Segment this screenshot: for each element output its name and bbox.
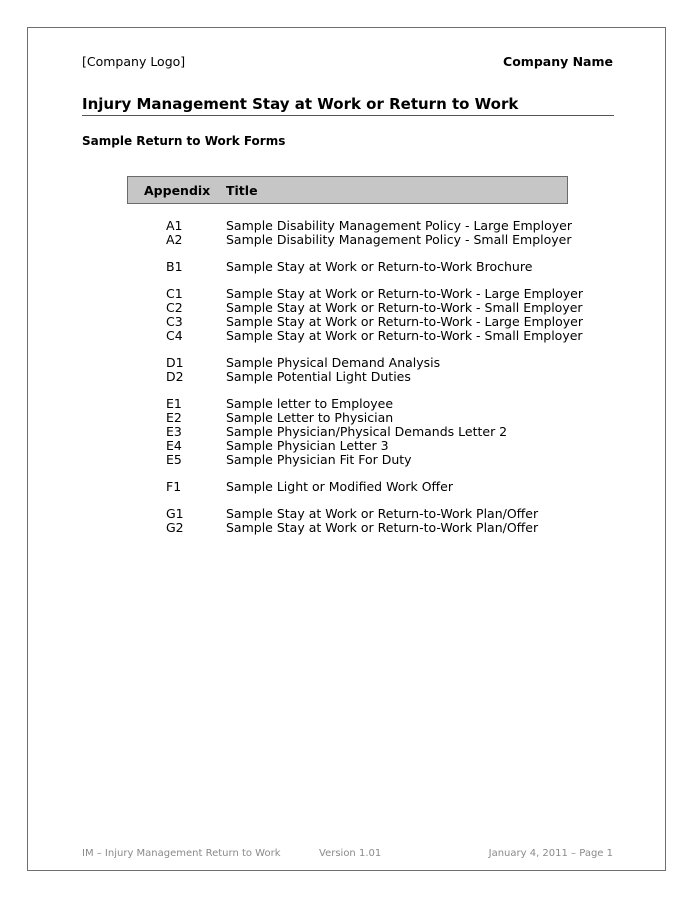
appendix-title: Sample Stay at Work or Return-to-Work - Small Employer bbox=[226, 328, 583, 343]
footer-document-name: IM – Injury Management Return to Work bbox=[82, 848, 281, 859]
appendix-code: A2 bbox=[166, 232, 183, 247]
appendix-title: Sample Physician Fit For Duty bbox=[226, 452, 412, 467]
appendix-code: A1 bbox=[166, 218, 183, 233]
appendix-title: Sample Physician Letter 3 bbox=[226, 438, 389, 453]
appendix-title: Sample Stay at Work or Return-to-Work - Large Employer bbox=[226, 286, 584, 301]
column-header-appendix: Appendix bbox=[144, 183, 211, 198]
appendix-code: E2 bbox=[166, 410, 182, 425]
appendix-title: Sample Stay at Work or Return-to-Work Plan/Offer bbox=[226, 506, 539, 521]
appendix-code: G1 bbox=[166, 506, 184, 521]
column-header-title: Title bbox=[226, 183, 258, 198]
company-logo-placeholder: [Company Logo] bbox=[82, 54, 186, 69]
appendix-title: Sample Light or Modified Work Offer bbox=[226, 479, 453, 494]
appendix-code: E5 bbox=[166, 452, 182, 467]
appendix-code: E3 bbox=[166, 424, 182, 439]
appendix-code: C3 bbox=[166, 314, 183, 329]
appendix-title: Sample Potential Light Duties bbox=[226, 369, 411, 384]
appendix-code: D1 bbox=[166, 355, 184, 370]
footer-version: Version 1.01 bbox=[319, 848, 382, 859]
appendix-code: E4 bbox=[166, 438, 182, 453]
section-subtitle: Sample Return to Work Forms bbox=[82, 134, 286, 148]
appendix-code: C1 bbox=[166, 286, 183, 301]
appendix-code: B1 bbox=[166, 259, 183, 274]
appendix-title: Sample Letter to Physician bbox=[226, 410, 394, 425]
appendix-code: C4 bbox=[166, 328, 183, 343]
document-title: Injury Management Stay at Work or Return to Work bbox=[82, 95, 614, 116]
appendix-title: Sample letter to Employee bbox=[226, 396, 394, 411]
appendix-title: Sample Stay at Work or Return-to-Work - Large Employer bbox=[226, 314, 584, 329]
appendix-title: Sample Stay at Work or Return-to-Work Plan/Offer bbox=[226, 520, 539, 535]
appendix-code: C2 bbox=[166, 300, 183, 315]
appendix-title: Sample Stay at Work or Return-to-Work Brochure bbox=[226, 259, 533, 274]
appendix-title: Sample Physician/Physical Demands Letter 2 bbox=[226, 424, 508, 439]
appendix-code: F1 bbox=[166, 479, 182, 494]
appendix-title: Sample Disability Management Policy - Small Employer bbox=[226, 232, 572, 247]
appendix-title: Sample Physical Demand Analysis bbox=[226, 355, 441, 370]
appendix-code: E1 bbox=[166, 396, 182, 411]
appendix-title: Sample Disability Management Policy - Large Employer bbox=[226, 218, 572, 233]
company-name: Company Name bbox=[503, 54, 613, 69]
footer-date-page: January 4, 2011 – Page 1 bbox=[488, 848, 613, 859]
appendix-code: D2 bbox=[166, 369, 184, 384]
appendix-title: Sample Stay at Work or Return-to-Work - Small Employer bbox=[226, 300, 583, 315]
table-header bbox=[127, 176, 568, 204]
appendix-code: G2 bbox=[166, 520, 184, 535]
